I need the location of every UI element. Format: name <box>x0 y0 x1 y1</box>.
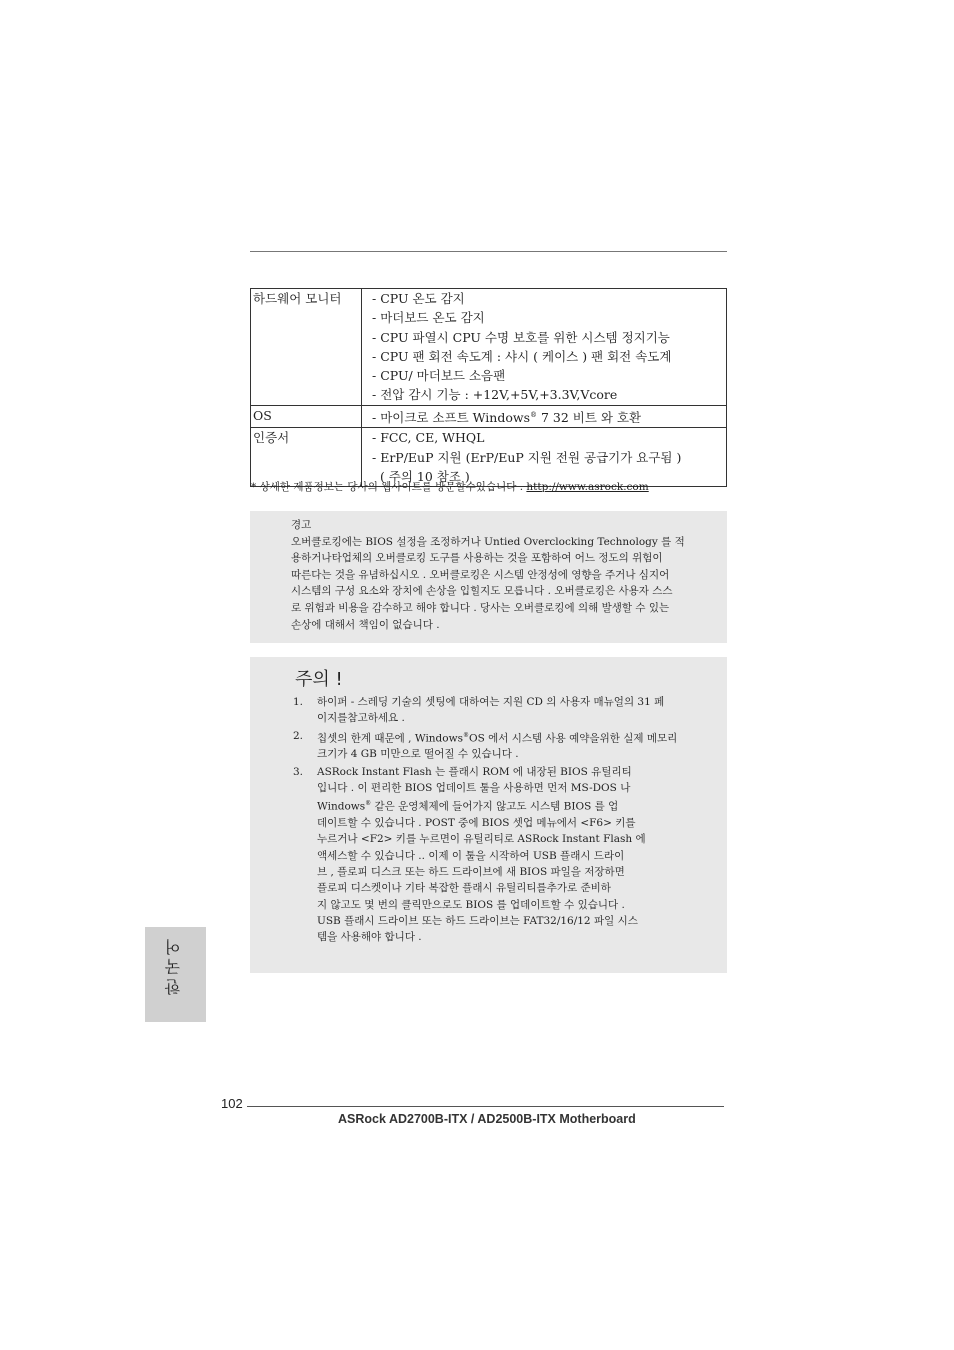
table-row <box>251 405 727 427</box>
cert-line: ( 주의 10 참조 ) <box>372 468 470 484</box>
warning-text <box>291 517 711 633</box>
notes-title: 주의 ! <box>295 669 343 690</box>
note-text: Windows <box>317 800 366 813</box>
note-line: 템을 사용해야 합니다 . <box>317 931 422 944</box>
hw-line: - 전압 감시 기능 : +12V,+5V,+3.3V,Vcore <box>372 387 618 403</box>
registered-mark: ® <box>530 410 537 419</box>
warning-line: 따른다는 것을 유념하십시오 . 오버클로킹은 시스템 안정성에 영향을 주거나 심지어 <box>291 568 670 581</box>
list-item <box>293 764 677 946</box>
note-line: ASRock Instant Flash 는 플래시 ROM 에 내장된 BIOS 유틸리티 <box>317 765 632 778</box>
registered-mark: ® <box>462 731 469 739</box>
os-label: OS <box>251 405 362 427</box>
hw-line: - CPU 팬 회전 속도계 : 샤시 ( 케이스 ) 팬 회전 속도계 <box>372 348 672 364</box>
note-line: 액세스할 수 있습니다 .. 이제 이 툴을 시작하여 USB 플래시 드라이 <box>317 849 625 862</box>
note-line: 데이트할 수 있습니다 . POST 중에 BIOS 셋업 메뉴에서 <F6> 키를 <box>317 817 636 830</box>
note-line: 브 , 플로피 디스크 또는 하드 드라이브에 새 BIOS 파일을 저장하면 <box>317 865 625 878</box>
footnote-text: * 상세한 제품정보는 당사의 웹사이트를 방문할수있습니다 . <box>251 481 527 493</box>
header-rule <box>250 251 727 252</box>
note-line: 입니다 . 이 편리한 BIOS 업데이트 툴을 사용하면 먼저 MS-DOS 나 <box>317 781 631 794</box>
item-number: 3. <box>293 765 304 778</box>
os-text: - 마이크로 소프트 Windows <box>372 409 530 425</box>
note-line: 하이퍼 - 스레딩 기술의 셋팅에 대하여는 지원 CD 의 사용자 매뉴얼의 31 페 <box>317 696 665 708</box>
warning-box <box>250 511 727 643</box>
cert-line: - ErP/EuP 지원 (ErP/EuP 지원 전원 공급기가 요구됨 ) <box>372 449 682 465</box>
page-number: 102 <box>221 1096 243 1111</box>
hw-line: - 마더보드 온도 감지 <box>372 310 485 326</box>
warning-line: 오버클로킹에는 BIOS 설정을 조정하거나 Untied Overclocking Technology 를 적 <box>291 535 685 548</box>
item-number: 2. <box>293 729 304 742</box>
warning-line: 로 위험과 비용을 감수하고 해야 합니다 . 당사는 오버클로킹에 의해 발생할 수 있는 <box>291 601 670 614</box>
list-item <box>293 728 677 763</box>
note-line: 플로피 디스켓이나 기타 복잡한 플래시 유틸리티를추가로 준비하 <box>317 882 611 895</box>
warning-line: 손상에 대해서 책임이 없습니다 . <box>291 618 440 631</box>
note-line: 크기가 4 GB 미만으로 떨어질 수 있습니다 . <box>317 748 519 761</box>
footer-title: ASRock AD2700B-ITX / AD2500B-ITX Motherboard <box>338 1112 636 1126</box>
registered-mark: ® <box>365 800 372 808</box>
cert-values <box>362 428 727 487</box>
note-line: USB 플래시 드라이브 또는 하드 드라이브는 FAT32/16/12 파일 시스 <box>317 914 638 927</box>
note-line: 지 않고도 몇 번의 클릭만으로도 BIOS 를 업데이트할 수 있습니다 . <box>317 898 625 911</box>
hw-monitor-values <box>362 289 727 406</box>
language-tab <box>145 927 206 1022</box>
item-number: 1. <box>293 696 304 708</box>
language-label: 한국어 <box>164 935 183 995</box>
notes-list <box>293 694 677 945</box>
spec-table <box>250 288 727 487</box>
note-line: 누르거나 <F2> 키를 누르면이 유틸리티로 ASRock Instant Flash 에 <box>317 833 646 846</box>
hw-line: - CPU/ 마더보드 소음팬 <box>372 368 506 384</box>
warning-line: 용하거나타업체의 오버클로킹 도구를 사용하는 것을 포함하여 어느 정도의 위험이 <box>291 552 663 565</box>
hw-line: - CPU 온도 감지 <box>372 291 465 306</box>
table-row <box>251 428 727 487</box>
note-text: 칩셋의 한계 때문에 , Windows <box>317 732 463 745</box>
hw-line: - CPU 파열시 CPU 수명 보호를 위한 시스템 정지기능 <box>372 329 670 345</box>
os-value <box>362 405 727 427</box>
website-link[interactable]: http://www.asrock.com <box>526 481 649 493</box>
notes-box <box>250 657 727 973</box>
note-text: OS 에서 시스템 사용 예약을위한 실제 메모리 <box>468 732 678 745</box>
cert-line: - FCC, CE, WHQL <box>372 430 485 446</box>
warning-line: 시스템의 구성 요소와 장치에 손상을 입힐지도 모릅니다 . 오버클로킹은 사용자 스스 <box>291 585 673 598</box>
note-line: 이지를참고하세요 . <box>317 712 405 725</box>
os-text-post: 7 32 비트 와 호환 <box>537 409 642 425</box>
footnote <box>251 479 649 494</box>
hw-monitor-label: 하드웨어 모니터 <box>251 289 362 406</box>
table-row <box>251 289 727 406</box>
list-item <box>293 694 677 727</box>
warning-title: 경고 <box>291 519 312 531</box>
footer-rule <box>247 1106 724 1107</box>
cert-label: 인증서 <box>251 428 362 487</box>
note-text: 같은 운영체제에 들어가지 않고도 시스템 BIOS 를 업 <box>371 800 619 813</box>
